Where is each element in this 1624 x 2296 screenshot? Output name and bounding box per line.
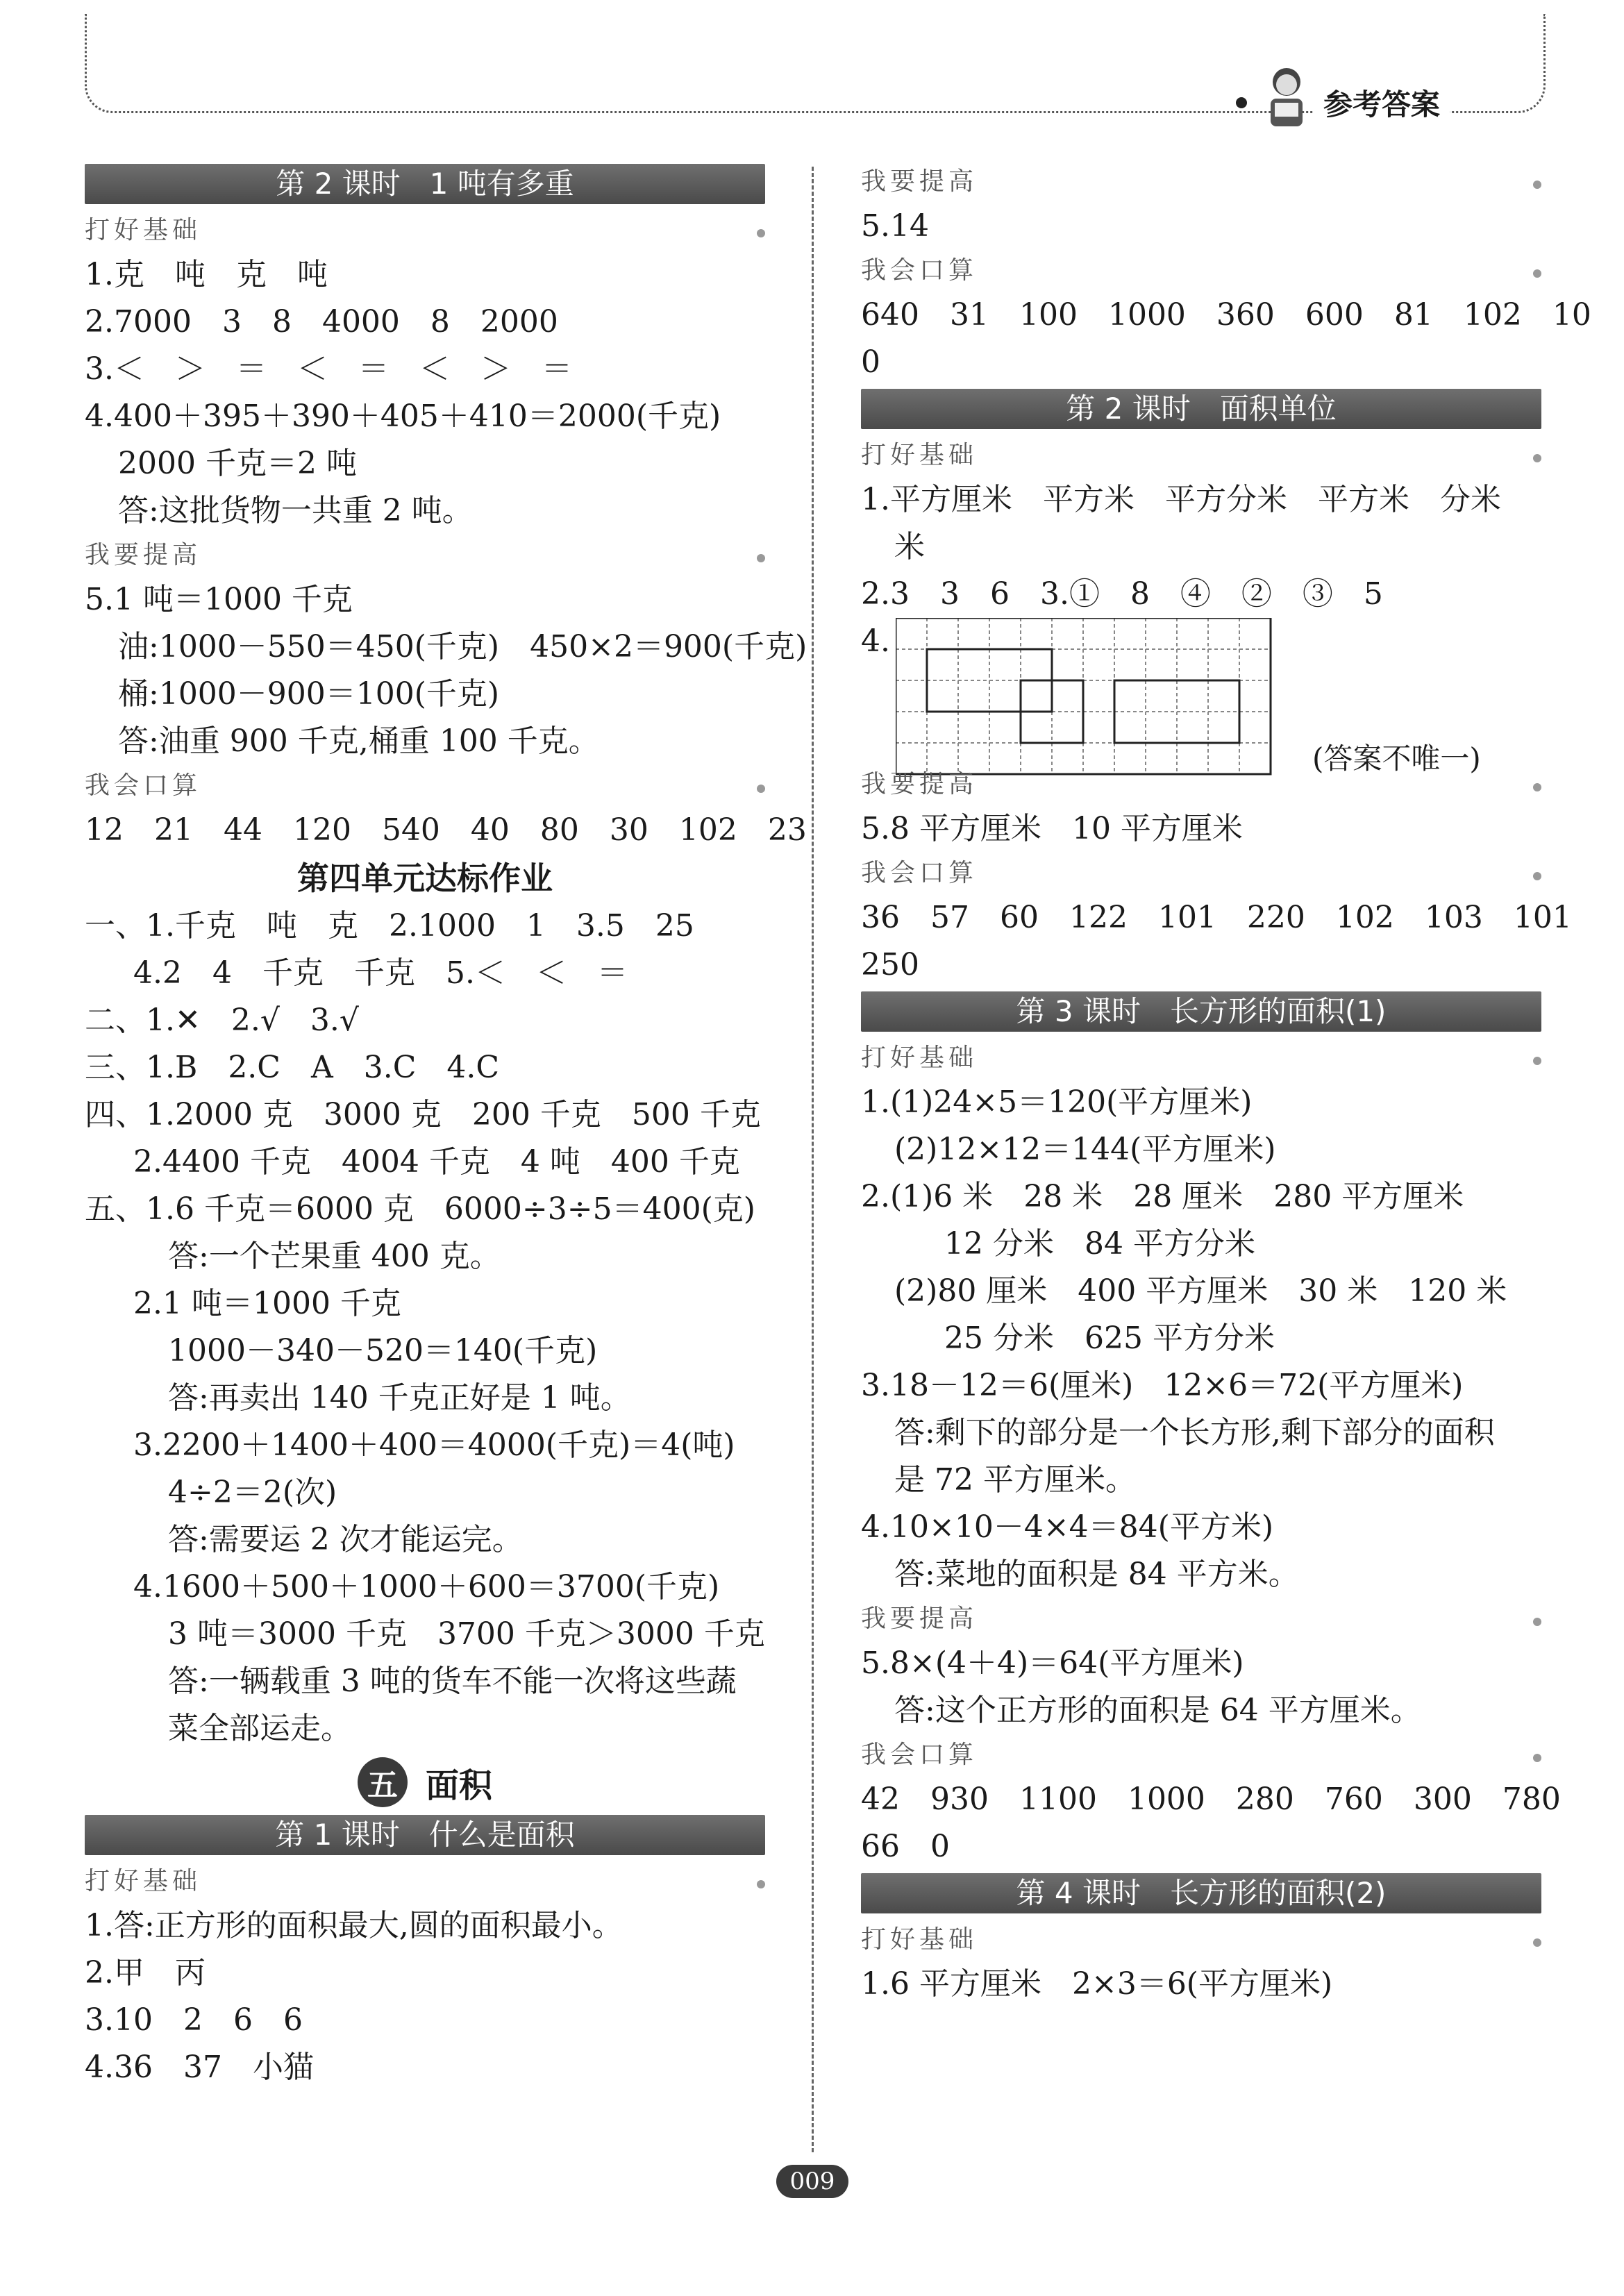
answer-line: 25 分米 625 平方分米 xyxy=(944,1321,1275,1356)
answer-line: 4.36 37 小猫 xyxy=(85,2050,314,2085)
answer-line: 3.＜ ＞ ＝ ＜ ＝ ＜ ＞ ＝ xyxy=(85,351,572,387)
answer-line: 3.18－12＝6(厘米) 12×6＝72(平方厘米) xyxy=(861,1368,1464,1403)
answer-line: 12 分米 84 平方分米 xyxy=(944,1226,1255,1262)
lesson-bar: 第 1 课时 什么是面积 xyxy=(85,1815,765,1855)
answer-line: 答:再卖出 140 千克正好是 1 吨。 xyxy=(168,1380,631,1416)
answer-line: 4.400＋395＋390＋405＋410＝2000(千克) xyxy=(85,399,721,434)
section-label: 打好基础 xyxy=(861,1919,1541,1961)
answer-line: 36 57 60 122 101 220 102 103 101 xyxy=(861,900,1572,935)
answer-line: 2.4400 千克 4004 千克 4 吨 400 千克 xyxy=(133,1144,740,1180)
answer-line: 答:一辆载重 3 吨的货车不能一次将这些蔬 xyxy=(168,1664,737,1699)
answer-line: 1.(1)24×5＝120(平方厘米) xyxy=(861,1084,1253,1120)
section-label: 我要提高 xyxy=(85,535,765,576)
answer-line: 答:菜地的面积是 84 平方米。 xyxy=(894,1557,1299,1592)
answer-line: 五、1.6 千克＝6000 克 6000÷3÷5＝400(克) xyxy=(85,1191,755,1227)
grid-note: (答案不唯一) xyxy=(1312,741,1481,776)
column-divider xyxy=(812,167,814,2152)
answer-line: 4.1600＋500＋1000＋600＝3700(千克) xyxy=(133,1569,720,1604)
section-label: 我会口算 xyxy=(861,853,1541,894)
answer-line: 答:这个正方形的面积是 64 平方厘米。 xyxy=(894,1693,1421,1728)
section-label: 我会口算 xyxy=(861,250,1541,292)
unit-review-title: 第四单元达标作业 xyxy=(297,860,553,897)
section-label: 打好基础 xyxy=(861,1037,1541,1079)
area-grid-figure xyxy=(896,618,1284,778)
section-label: 我要提高 xyxy=(861,1598,1541,1640)
answer-line: 1.平方厘米 平方米 平方分米 平方米 分米 xyxy=(861,482,1501,517)
answer-line: 答:油重 900 千克,桶重 100 千克。 xyxy=(118,723,599,759)
answer-line: 5.1 吨＝1000 千克 xyxy=(85,582,353,617)
answer-line: (2)80 厘米 400 平方厘米 30 米 120 米 xyxy=(894,1273,1507,1309)
answer-line: 2000 千克＝2 吨 xyxy=(118,446,357,481)
left-column xyxy=(85,161,807,2091)
section-label: 我会口算 xyxy=(861,1734,1541,1776)
answer-line: 米 xyxy=(894,529,925,564)
answer-line: 四、1.2000 克 3000 克 200 千克 500 千克 xyxy=(85,1097,761,1132)
answer-line: 3 吨＝3000 千克 3700 千克＞3000 千克 xyxy=(168,1616,765,1652)
section-label: 打好基础 xyxy=(861,435,1541,476)
answer-line: 4.2 4 千克 千克 5.＜ ＜ ＝ xyxy=(133,955,628,991)
answer-line: 二、1.✕ 2.√ 3.√ xyxy=(85,1003,359,1038)
answer-line: 2.甲 丙 xyxy=(85,1955,206,1991)
answer-line: 一、1.千克 吨 克 2.1000 1 3.5 25 xyxy=(85,908,694,944)
answer-line: 是 72 平方厘米。 xyxy=(894,1462,1136,1498)
section-label: 我要提高 xyxy=(861,161,1541,203)
answer-line: 5.14 xyxy=(861,208,929,244)
section-label: 打好基础 xyxy=(85,1861,765,1902)
answer-line: 2.1 吨＝1000 千克 xyxy=(133,1286,401,1321)
section-label: 我要提高 xyxy=(861,764,1541,805)
answer-line: 1.答:正方形的面积最大,圆的面积最小。 xyxy=(85,1908,623,1943)
section-label: 我会口算 xyxy=(85,765,765,807)
answer-line: 5.8 平方厘米 10 平方厘米 xyxy=(861,811,1243,846)
grid-answer-row xyxy=(861,618,1541,776)
answer-line: (2)12×12＝144(平方厘米) xyxy=(894,1132,1276,1167)
lesson-bar: 第 4 课时 长方形的面积(2) xyxy=(861,1873,1541,1913)
answer-line: 3.10 2 6 6 xyxy=(85,2002,303,2038)
page-number: 009 xyxy=(776,2165,848,2198)
answer-line: 2.(1)6 米 28 米 28 厘米 280 平方厘米 xyxy=(861,1179,1464,1214)
unit-title: 面积 xyxy=(425,1766,492,1805)
answer-line: 答:剩下的部分是一个长方形,剩下部分的面积 xyxy=(894,1415,1495,1450)
answer-line: 桶:1000－900＝100(千克) xyxy=(118,676,500,712)
answer-line: 答:需要运 2 次才能运完。 xyxy=(168,1522,523,1557)
answer-line: 66 0 xyxy=(861,1829,950,1864)
lesson-bar: 第 2 课时 1 吨有多重 xyxy=(85,164,765,204)
answer-line: 0 xyxy=(861,344,880,380)
answer-line: 2.3 3 6 3.① 8 ④ ② ③ 5 xyxy=(861,576,1383,612)
right-column xyxy=(861,161,1591,2008)
answer-line: 三、1.B 2.C A 3.C 4.C xyxy=(85,1050,500,1085)
answer-line: 4÷2＝2(次) xyxy=(168,1475,337,1510)
answer-line: 答:这批货物一共重 2 吨。 xyxy=(118,493,473,528)
answer-line: 1.6 平方厘米 2×3＝6(平方厘米) xyxy=(861,1966,1333,2002)
lesson-bar: 第 3 课时 长方形的面积(1) xyxy=(861,991,1541,1032)
answer-line: 3.2200＋1400＋400＝4000(千克)＝4(吨) xyxy=(133,1427,735,1463)
answer-line: 1.克 吨 克 吨 xyxy=(85,257,328,292)
lesson-bar: 第 2 课时 面积单位 xyxy=(861,389,1541,429)
answer-line: 4.10×10－4×4＝84(平方米) xyxy=(861,1509,1273,1545)
unit-number-badge: 五 xyxy=(358,1757,408,1807)
answer-line: 油:1000－550＝450(千克) 450×2＝900(千克) xyxy=(118,629,807,664)
reading-boy-icon xyxy=(1262,64,1311,131)
unit-heading xyxy=(85,1752,765,1812)
answer-line: 5.8×(4＋4)＝64(平方厘米) xyxy=(861,1645,1244,1681)
section-label: 打好基础 xyxy=(85,210,765,251)
answer-line: 42 930 1100 1000 280 760 300 780 xyxy=(861,1782,1561,1817)
question-number: 4. xyxy=(861,623,890,659)
header-label: 参考答案 xyxy=(1314,82,1450,124)
answer-line: 640 31 100 1000 360 600 81 102 10 xyxy=(861,297,1591,333)
answer-line: 1000－340－520＝140(千克) xyxy=(168,1333,598,1368)
header-dot xyxy=(1236,97,1247,108)
answer-line: 菜全部运走。 xyxy=(168,1711,351,1746)
answer-line: 答:一个芒果重 400 克。 xyxy=(168,1239,501,1274)
answer-line: 2.7000 3 8 4000 8 2000 xyxy=(85,304,558,340)
answer-line: 12 21 44 120 540 40 80 30 102 23 xyxy=(85,812,807,848)
answer-line: 250 xyxy=(861,947,919,982)
